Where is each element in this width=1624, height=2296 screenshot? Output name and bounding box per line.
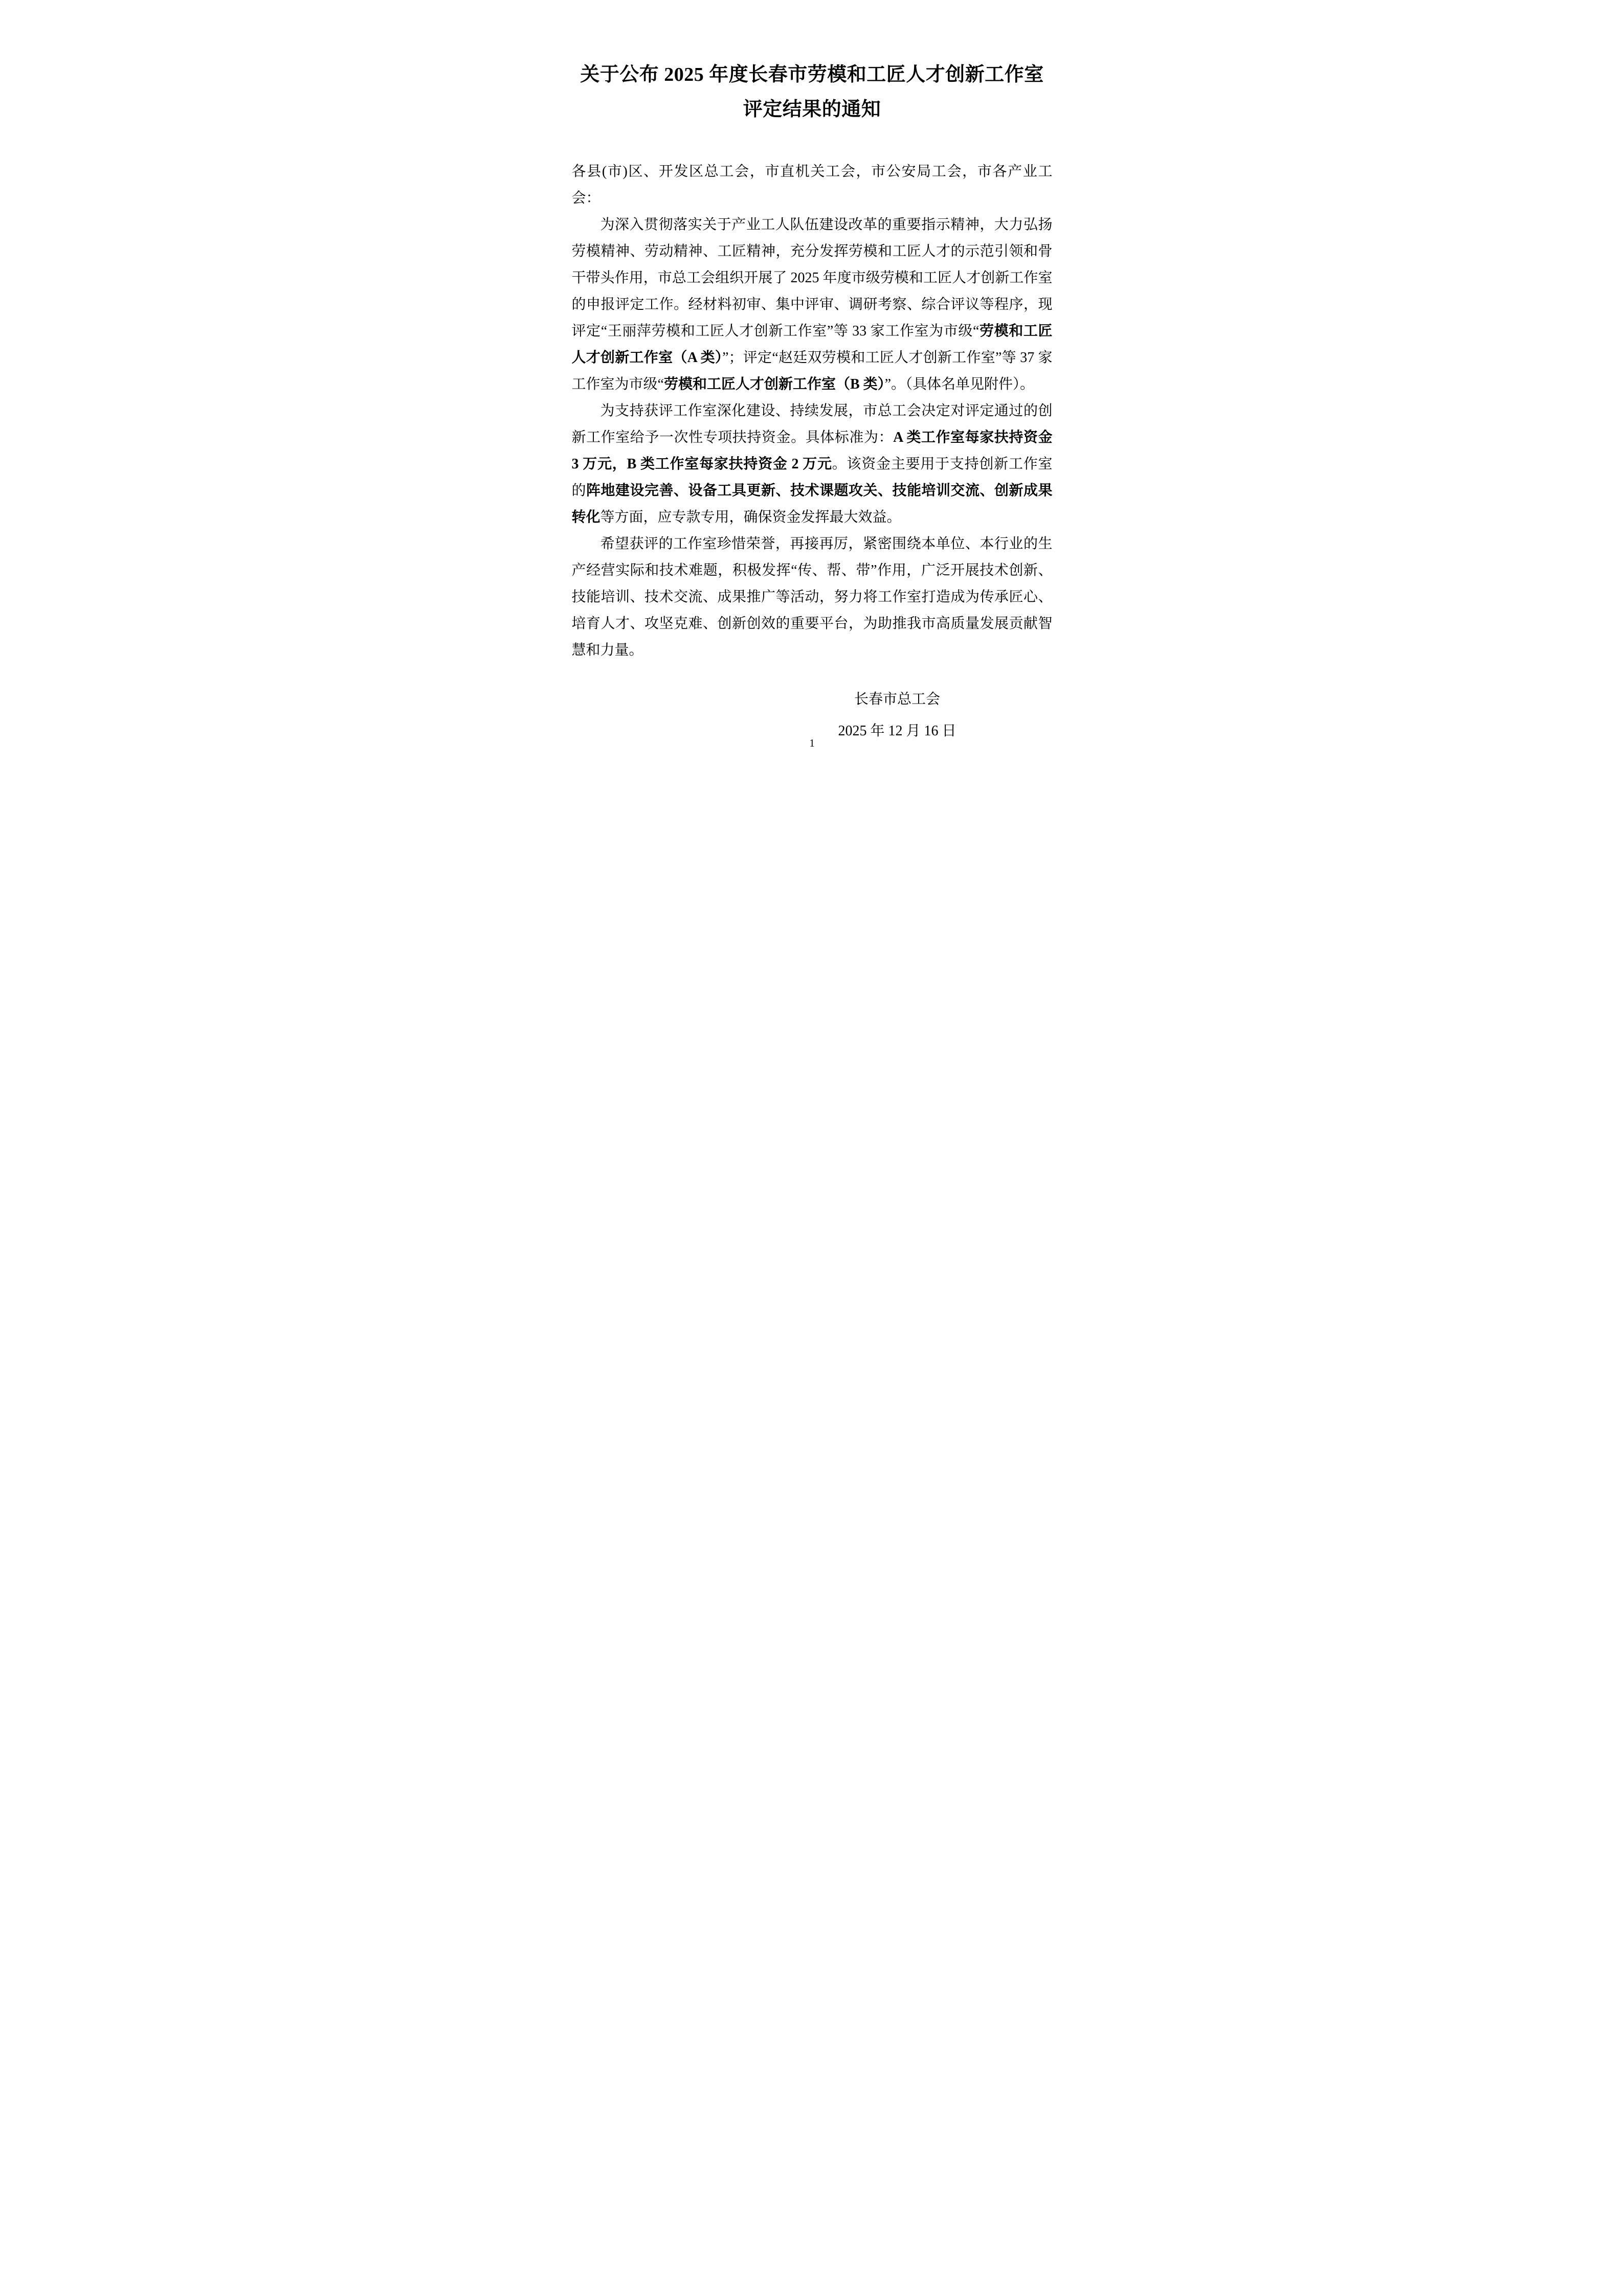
paragraph-funding-standards: 为支持获评工作室深化建设、持续发展，市总工会决定对评定通过的创新工作室给予一次性专项扶持资金。具体标准为：A 类工作室每家扶持资金 3 万元，B 类工作室每家扶持资金 2 万元。该资金主要用于支持创新工作室的阵地建设完善、设备工具更新、技术课题攻关、技能培训交流、创新成果转化等方面，应专款专用，确保资金发挥最大效益。 bbox=[571, 403, 1053, 525]
page-number: 1 bbox=[809, 737, 815, 749]
document-body bbox=[572, 159, 1053, 745]
title-line-1: 关于公布 2025 年度长春市劳模和工匠人才创新工作室 bbox=[580, 64, 1044, 85]
document-title bbox=[572, 57, 1053, 127]
salutation-line: 各县(市)区、开发区总工会，市直机关工会，市公安局工会，市各产业工会： bbox=[571, 164, 1053, 206]
paragraph-expectations: 希望获评的工作室珍惜荣誉，再接再厉，紧密围绕本单位、本行业的生产经营实际和技术难题，积极发挥“传、帮、带”作用，广泛开展技术创新、技能培训、技术交流、成果推广等活动，努力将工作室打造成为传承匠心、培育人才、攻坚克难、创新创效的重要平台，为助推我市高质量发展贡献智慧和力量。 bbox=[571, 536, 1053, 658]
paragraph-evaluation-results: 为深入贯彻落实关于产业工人队伍建设改革的重要指示精神，大力弘扬劳模精神、劳动精神、工匠精神，充分发挥劳模和工匠人才的示范引领和骨干带头作用，市总工会组织开展了 2025 年度市级劳模和工匠人才创新工作室的申报评定工作。经材料初审、集中评审、调研考察、综合评议等程序，现评定“王丽萍劳模和工匠人才创新工作室”等 33 家工作室为市级“劳模和工匠人才创新工作室（A 类）”；评定“赵廷双劳模和工匠人才创新工作室”等 37 家工作室为市级“劳模和工匠人才创新工作室（B 类）”。（具体名单见附件）。 bbox=[571, 217, 1053, 392]
title-line-2: 评定结果的通知 bbox=[743, 99, 881, 120]
signature-organization: 长春市总工会 bbox=[854, 691, 940, 707]
signature-date: 2025 年 12 月 16 日 bbox=[838, 723, 956, 739]
document-page bbox=[531, 0, 1094, 796]
